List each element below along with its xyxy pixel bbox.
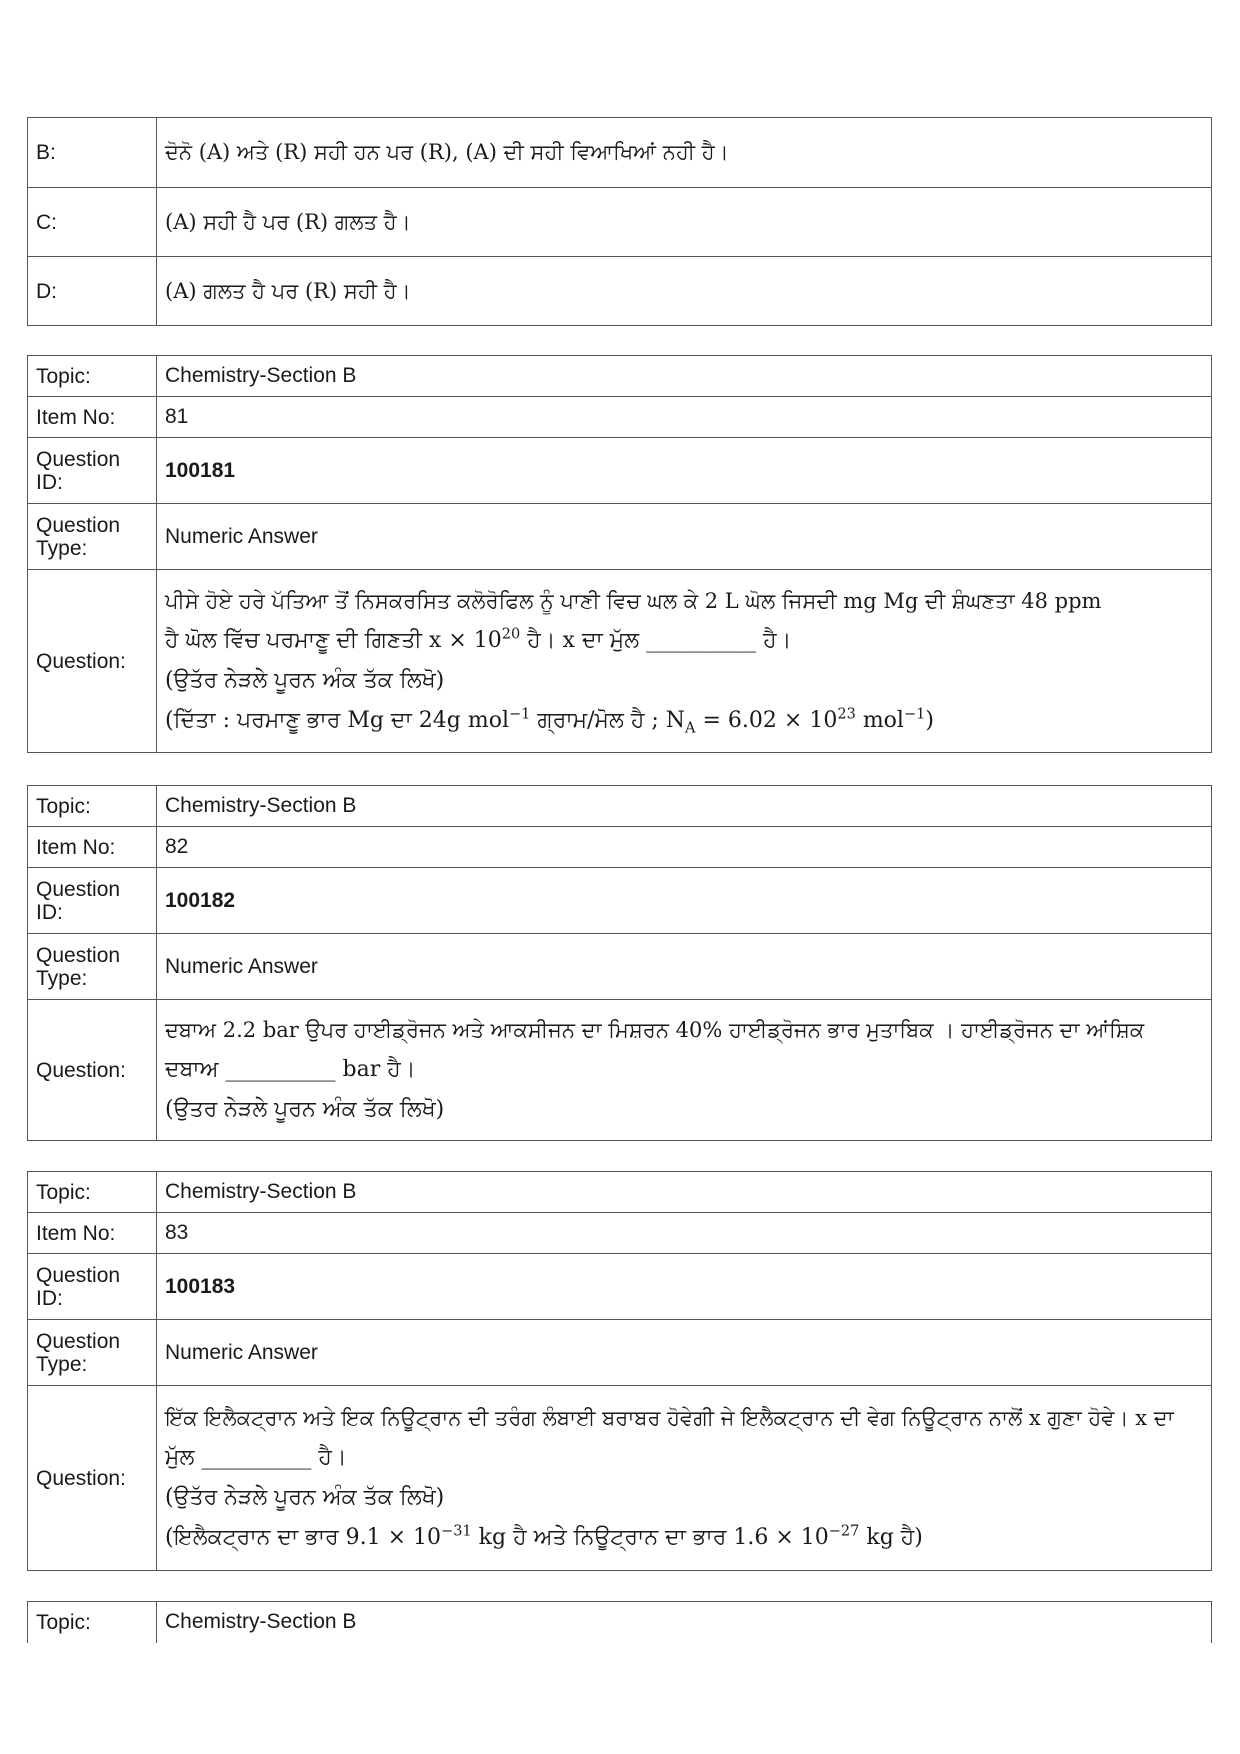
question-type-row bbox=[28, 504, 1212, 570]
item-no-row bbox=[28, 827, 1212, 868]
question-id-row bbox=[28, 438, 1212, 504]
item-no-value: 82 bbox=[157, 827, 1212, 868]
question-line: ਇੱਕ ਇਲੈਕਟ੍ਰਾਨ ਅਤੇ ਇਕ ਨਿਊਟ੍ਰਾਨ ਦੀ ਤਰੰਗ ਲੰਬਾਈ ਬਰਾਬਰ ਹੋਵੇਗੀ ਜੇ ਇਲੈਕਟ੍ਰਾਨ ਦੀ ਵੇਗ ਨਿਊਟ੍ਰਾਨ ਨਾਲੋਂ x ਗੁਣਾ ਹੋਵੇ। x ਦਾ bbox=[165, 1406, 1174, 1430]
question-line: ਦਬਾਅ __________ bar ਹੈ। bbox=[165, 1057, 416, 1082]
option-label: B: bbox=[28, 118, 157, 188]
item-no-value: 83 bbox=[157, 1213, 1212, 1254]
question-id-label: Question ID: bbox=[28, 868, 157, 934]
question-label: Question: bbox=[28, 1000, 157, 1141]
question-id-row bbox=[28, 868, 1212, 934]
question-line: (ਦਿੱਤਾ : ਪਰਮਾਣੂ ਭਾਰ Mg ਦਾ 24g mol$^{-1}$ ਗ੍ਰਾਮ/ਮੋਲ ਹੈ ; $N_A = 6.02 \times 10^{23}$ mol$^{-1}$) bbox=[165, 706, 934, 737]
topic-row bbox=[28, 1172, 1212, 1213]
question-table-82 bbox=[27, 785, 1212, 1141]
item-no-row bbox=[28, 397, 1212, 438]
topic-row bbox=[28, 786, 1212, 827]
question-line: ਦਬਾਅ 2.2 bar ਉਪਰ ਹਾਈਡ੍ਰੋਜਨ ਅਤੇ ਆਕਸੀਜਨ ਦਾ ਮਿਸ਼ਰਨ 40% ਹਾਈਡ੍ਰੋਜਨ ਭਾਰ ਮੁਤਾਬਿਕ । ਹਾਈਡ੍ਰੋਜਨ ਦਾ ਆਂਸ਼ਿਕ bbox=[165, 1018, 1145, 1042]
topic-value: Chemistry-Section B bbox=[157, 1602, 1212, 1643]
options-table bbox=[27, 117, 1212, 326]
question-type-row bbox=[28, 1320, 1212, 1386]
question-id-value: 100181 bbox=[157, 438, 1212, 504]
question-body bbox=[157, 570, 1212, 753]
question-line: (ਇਲੈਕਟ੍ਰਾਨ ਦਾ ਭਾਰ $9.1 \times 10^{-31}$ kg ਹੈ ਅਤੇ ਨਿਊਟ੍ਰਾਨ ਦਾ ਭਾਰ $1.6 \times 10^{-27}$ kg ਹੈ) bbox=[165, 1523, 923, 1550]
item-no-value: 81 bbox=[157, 397, 1212, 438]
option-row-b bbox=[28, 118, 1212, 188]
item-no-row bbox=[28, 1213, 1212, 1254]
question-row bbox=[28, 570, 1212, 753]
option-row-c bbox=[28, 188, 1212, 257]
question-table-83 bbox=[27, 1171, 1212, 1571]
topic-label: Topic: bbox=[28, 1172, 157, 1213]
item-no-label: Item No: bbox=[28, 827, 157, 868]
topic-value: Chemistry-Section B bbox=[157, 356, 1212, 397]
question-type-row bbox=[28, 934, 1212, 1000]
option-text: (A) ਗਲਤ ਹੈ ਪਰ (R) ਸਹੀ ਹੈ। bbox=[157, 257, 1212, 326]
question-id-value: 100183 bbox=[157, 1254, 1212, 1320]
question-type-label: Question Type: bbox=[28, 934, 157, 1000]
question-id-label: Question ID: bbox=[28, 438, 157, 504]
question-table-84 bbox=[27, 1601, 1212, 1643]
question-line: (ਉਤੱਰ ਨੇੜਲੇ ਪੂਰਨ ਅੰਕ ਤੱਕ ਲਿਖੋ) bbox=[165, 1485, 445, 1510]
topic-value: Chemistry-Section B bbox=[157, 786, 1212, 827]
question-row bbox=[28, 1386, 1212, 1571]
question-line: (ਉਤੱਰ ਨੇੜਲੇ ਪੂਰਨ ਅੰਕ ਤੱਕ ਲਿਖੋ) bbox=[165, 668, 445, 693]
question-type-value: Numeric Answer bbox=[157, 934, 1212, 1000]
question-line: (ਉਤਰ ਨੇੜਲੇ ਪੂਰਨ ਅੰਕ ਤੱਕ ਲਿਖੋ) bbox=[165, 1097, 445, 1122]
topic-label: Topic: bbox=[28, 786, 157, 827]
question-line: ਪੀਸੇ ਹੋਏ ਹਰੇ ਪੱਤਿਆ ਤੋਂ ਨਿਸਕਰਸਿਤ ਕਲੋਰੋਫਿਲ ਨੂੰ ਪਾਣੀ ਵਿਚ ਘਲ ਕੇ 2 L ਘੋਲ ਜਿਸਦੀ mg Mg ਦੀ ਸ਼ੰਘਣਤਾ 48 ppm bbox=[165, 589, 1102, 613]
question-id-row bbox=[28, 1254, 1212, 1320]
question-row bbox=[28, 1000, 1212, 1141]
question-id-label: Question ID: bbox=[28, 1254, 157, 1320]
question-label: Question: bbox=[28, 1386, 157, 1571]
item-no-label: Item No: bbox=[28, 1213, 157, 1254]
topic-row bbox=[28, 356, 1212, 397]
option-text: (A) ਸਹੀ ਹੈ ਪਰ (R) ਗਲਤ ਹੈ। bbox=[157, 188, 1212, 257]
question-table-81 bbox=[27, 355, 1212, 753]
question-body bbox=[157, 1000, 1212, 1141]
question-type-value: Numeric Answer bbox=[157, 1320, 1212, 1386]
question-type-value: Numeric Answer bbox=[157, 504, 1212, 570]
topic-row bbox=[28, 1602, 1212, 1643]
question-type-label: Question Type: bbox=[28, 1320, 157, 1386]
question-body bbox=[157, 1386, 1212, 1571]
option-label: D: bbox=[28, 257, 157, 326]
question-line: ਹੈ ਘੋਲ ਵਿੱਚ ਪਰਮਾਣੂ ਦੀ ਗਿਣਤੀ $x \times 10^{20}$ ਹੈ। x ਦਾ ਮੁੱਲ __________ ਹੈ। bbox=[165, 626, 792, 653]
option-text: ਦੋਨੋ (A) ਅਤੇ (R) ਸਹੀ ਹਨ ਪਰ (R), (A) ਦੀ ਸਹੀ ਵਿਆਖਿਆਂ ਨਹੀ ਹੈ। bbox=[157, 118, 1212, 188]
topic-value: Chemistry-Section B bbox=[157, 1172, 1212, 1213]
question-id-value: 100182 bbox=[157, 868, 1212, 934]
question-line: ਮੁੱਲ __________ ਹੈ। bbox=[165, 1445, 347, 1470]
option-row-d bbox=[28, 257, 1212, 326]
item-no-label: Item No: bbox=[28, 397, 157, 438]
question-type-label: Question Type: bbox=[28, 504, 157, 570]
question-label: Question: bbox=[28, 570, 157, 753]
topic-label: Topic: bbox=[28, 1602, 157, 1643]
topic-label: Topic: bbox=[28, 356, 157, 397]
option-label: C: bbox=[28, 188, 157, 257]
